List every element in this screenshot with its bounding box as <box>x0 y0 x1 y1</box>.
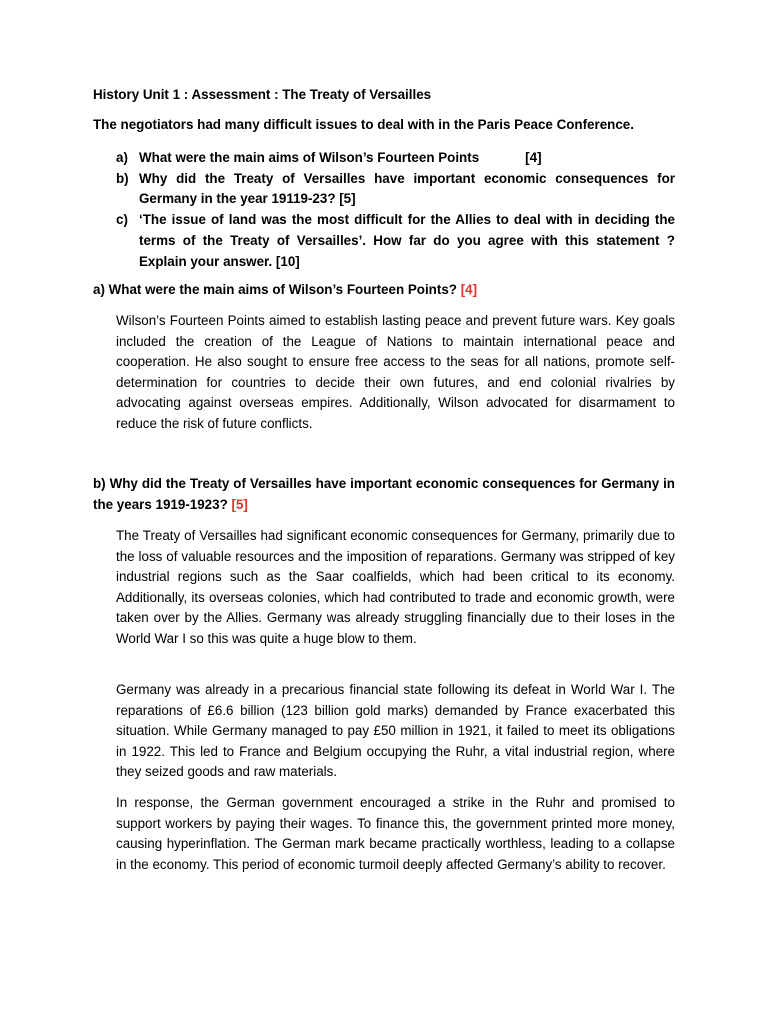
question-item <box>116 169 675 210</box>
question-text: ‘The issue of land was the most difficult for the Allies to deal with in deciding the terms of the Treaty of Versailles’. How far do you agree with this statement ? Explain your answer. [10] <box>139 212 675 269</box>
section-a-marks: [4] <box>460 282 478 297</box>
section-a-paragraph: Wilson’s Fourteen Points aimed to establish lasting peace and prevent future wars. Key goals included the creation of the League of Nations to maintain international peace and cooperation. He also sought to ensure free access to the seas for all nations, promote self-determination for countries to decide their own futures, and end colonial rivalries by advocating against overseas empires. Additionally, Wilson advocated for disarmament to reduce the risk of future conflicts. <box>116 313 675 431</box>
section-b-paragraph: In response, the German government encouraged a strike in the Ruhr and promised to support workers by paying their wages. To finance this, the government printed more money, causing hyperinflation. The German mark became practically worthless, leading to a collapse in the economy. This period of economic turmoil deeply affected Germany’s ability to recover. <box>116 795 675 872</box>
section-b-paragraph: Germany was already in a precarious financial state following its defeat in World War I. The reparations of £6.6 billion (123 billion gold marks) demanded by France exacerbated this situation. While Germany managed to pay £50 million in 1921, it failed to meet its obligations in 1922. This led to France and Belgium occupying the Ruhr, a vital industrial region, where they seized goods and raw materials. <box>116 682 675 780</box>
question-text: Why did the Treaty of Versailles have important economic consequences for Germany in the year 19119-23? [5] <box>139 170 675 207</box>
section-a-heading-text: a) What were the main aims of Wilson’s Fourteen Points? <box>93 282 457 297</box>
question-label: b) <box>116 170 129 186</box>
question-marks: [4] <box>525 150 542 165</box>
section-b-marks: [5] <box>231 496 248 512</box>
question-item <box>116 148 675 169</box>
question-item <box>116 210 675 272</box>
document-title: History Unit 1 : Assessment : The Treaty of Versailles <box>93 87 432 102</box>
section-a-heading <box>93 280 675 301</box>
question-text: What were the main aims of Wilson’s Fourteen Points <box>139 150 480 165</box>
question-label: a) <box>116 150 128 165</box>
section-b-heading-text: b) Why did the Treaty of Versailles have important economic consequences for Germany in the years 1919-1923? <box>93 476 675 512</box>
document-intro: The negotiators had many difficult issues to deal with in the Paris Peace Conference. <box>93 117 634 132</box>
section-b-heading <box>93 474 675 515</box>
question-label: c) <box>116 212 128 228</box>
section-b-paragraph: The Treaty of Versailles had significant economic consequences for Germany, primarily due to the loss of valuable resources and the imposition of reparations. Germany was stripped of key industrial regions such as the Saar coalfields, which had been critical to its economy. Additionally, its overseas colonies, which had contributed to trade and economic growth, were taken over by the Allies. Germany was already struggling financially due to their loses in the World War I so this was quite a huge blow to them. <box>116 528 675 646</box>
question-list <box>116 148 675 272</box>
